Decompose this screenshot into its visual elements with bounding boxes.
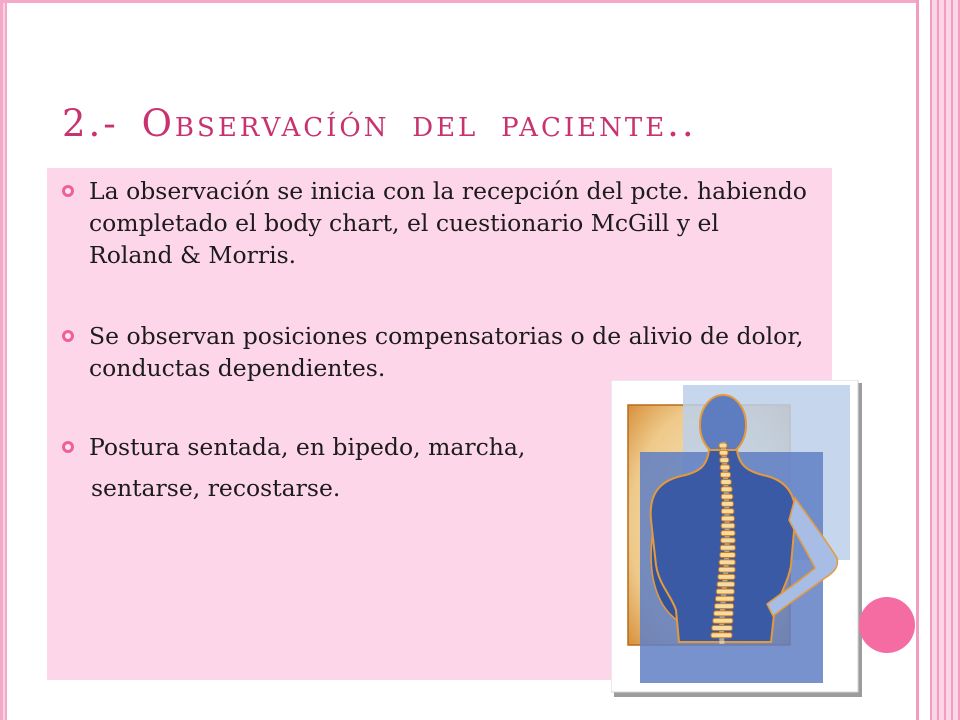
vertebra <box>721 538 736 543</box>
vertebra <box>721 501 733 506</box>
vertebra <box>721 487 732 492</box>
bullet-continuation-text: sentarse, recostarse. <box>91 474 341 502</box>
vertebra <box>721 494 733 499</box>
bullet-text-line: conductas dependientes. <box>89 354 386 382</box>
bullet-text <box>89 431 525 463</box>
vertebra <box>717 582 735 587</box>
vertebra <box>714 611 734 616</box>
vertebra <box>720 553 736 558</box>
pink-ring-bullet-icon <box>62 330 74 342</box>
vertebra <box>721 516 734 521</box>
vertebra <box>721 509 734 514</box>
bullet-text-line: La observación se inicia con la recepción del pcte. habiendo <box>89 177 807 205</box>
vertebra <box>721 531 735 536</box>
spine-illustration <box>611 380 862 697</box>
bullet-text <box>89 320 803 384</box>
vertebra <box>719 450 728 455</box>
slide-title: 2.- Observacíón del paciente.. <box>62 102 697 145</box>
right-border-stripes <box>930 0 960 720</box>
vertebra <box>716 589 734 594</box>
bullet-text-line: Se observan posiciones compensatorias o de alivio de dolor, <box>89 322 804 350</box>
vertebra <box>719 567 736 572</box>
right-border-rule <box>916 0 919 720</box>
left-border-stripe <box>0 0 7 720</box>
vertebra <box>715 604 734 609</box>
vertebra <box>720 545 735 550</box>
vertebra <box>721 472 731 477</box>
bullet-text <box>89 175 807 271</box>
pink-ring-bullet-icon <box>62 185 74 197</box>
vertebra <box>721 480 732 485</box>
vertebra <box>721 523 735 528</box>
vertebra <box>713 618 733 623</box>
vertebra <box>712 626 733 631</box>
vertebra <box>720 458 729 463</box>
decorative-pink-circle <box>859 597 915 653</box>
bullet-text-line: Postura sentada, en bipedo, marcha, <box>89 433 526 461</box>
bullet-text-line: completado el body chart, el cuestionario McGill y el <box>89 209 719 237</box>
vertebra <box>718 574 735 579</box>
top-border-stripe <box>0 0 918 3</box>
vertebra <box>711 633 732 638</box>
bullet-text-line: Roland & Morris. <box>89 241 297 269</box>
vertebra <box>716 596 735 601</box>
vertebra <box>720 465 730 470</box>
vertebra <box>719 443 727 448</box>
vertebra <box>719 560 735 565</box>
pink-ring-bullet-icon <box>62 441 74 453</box>
